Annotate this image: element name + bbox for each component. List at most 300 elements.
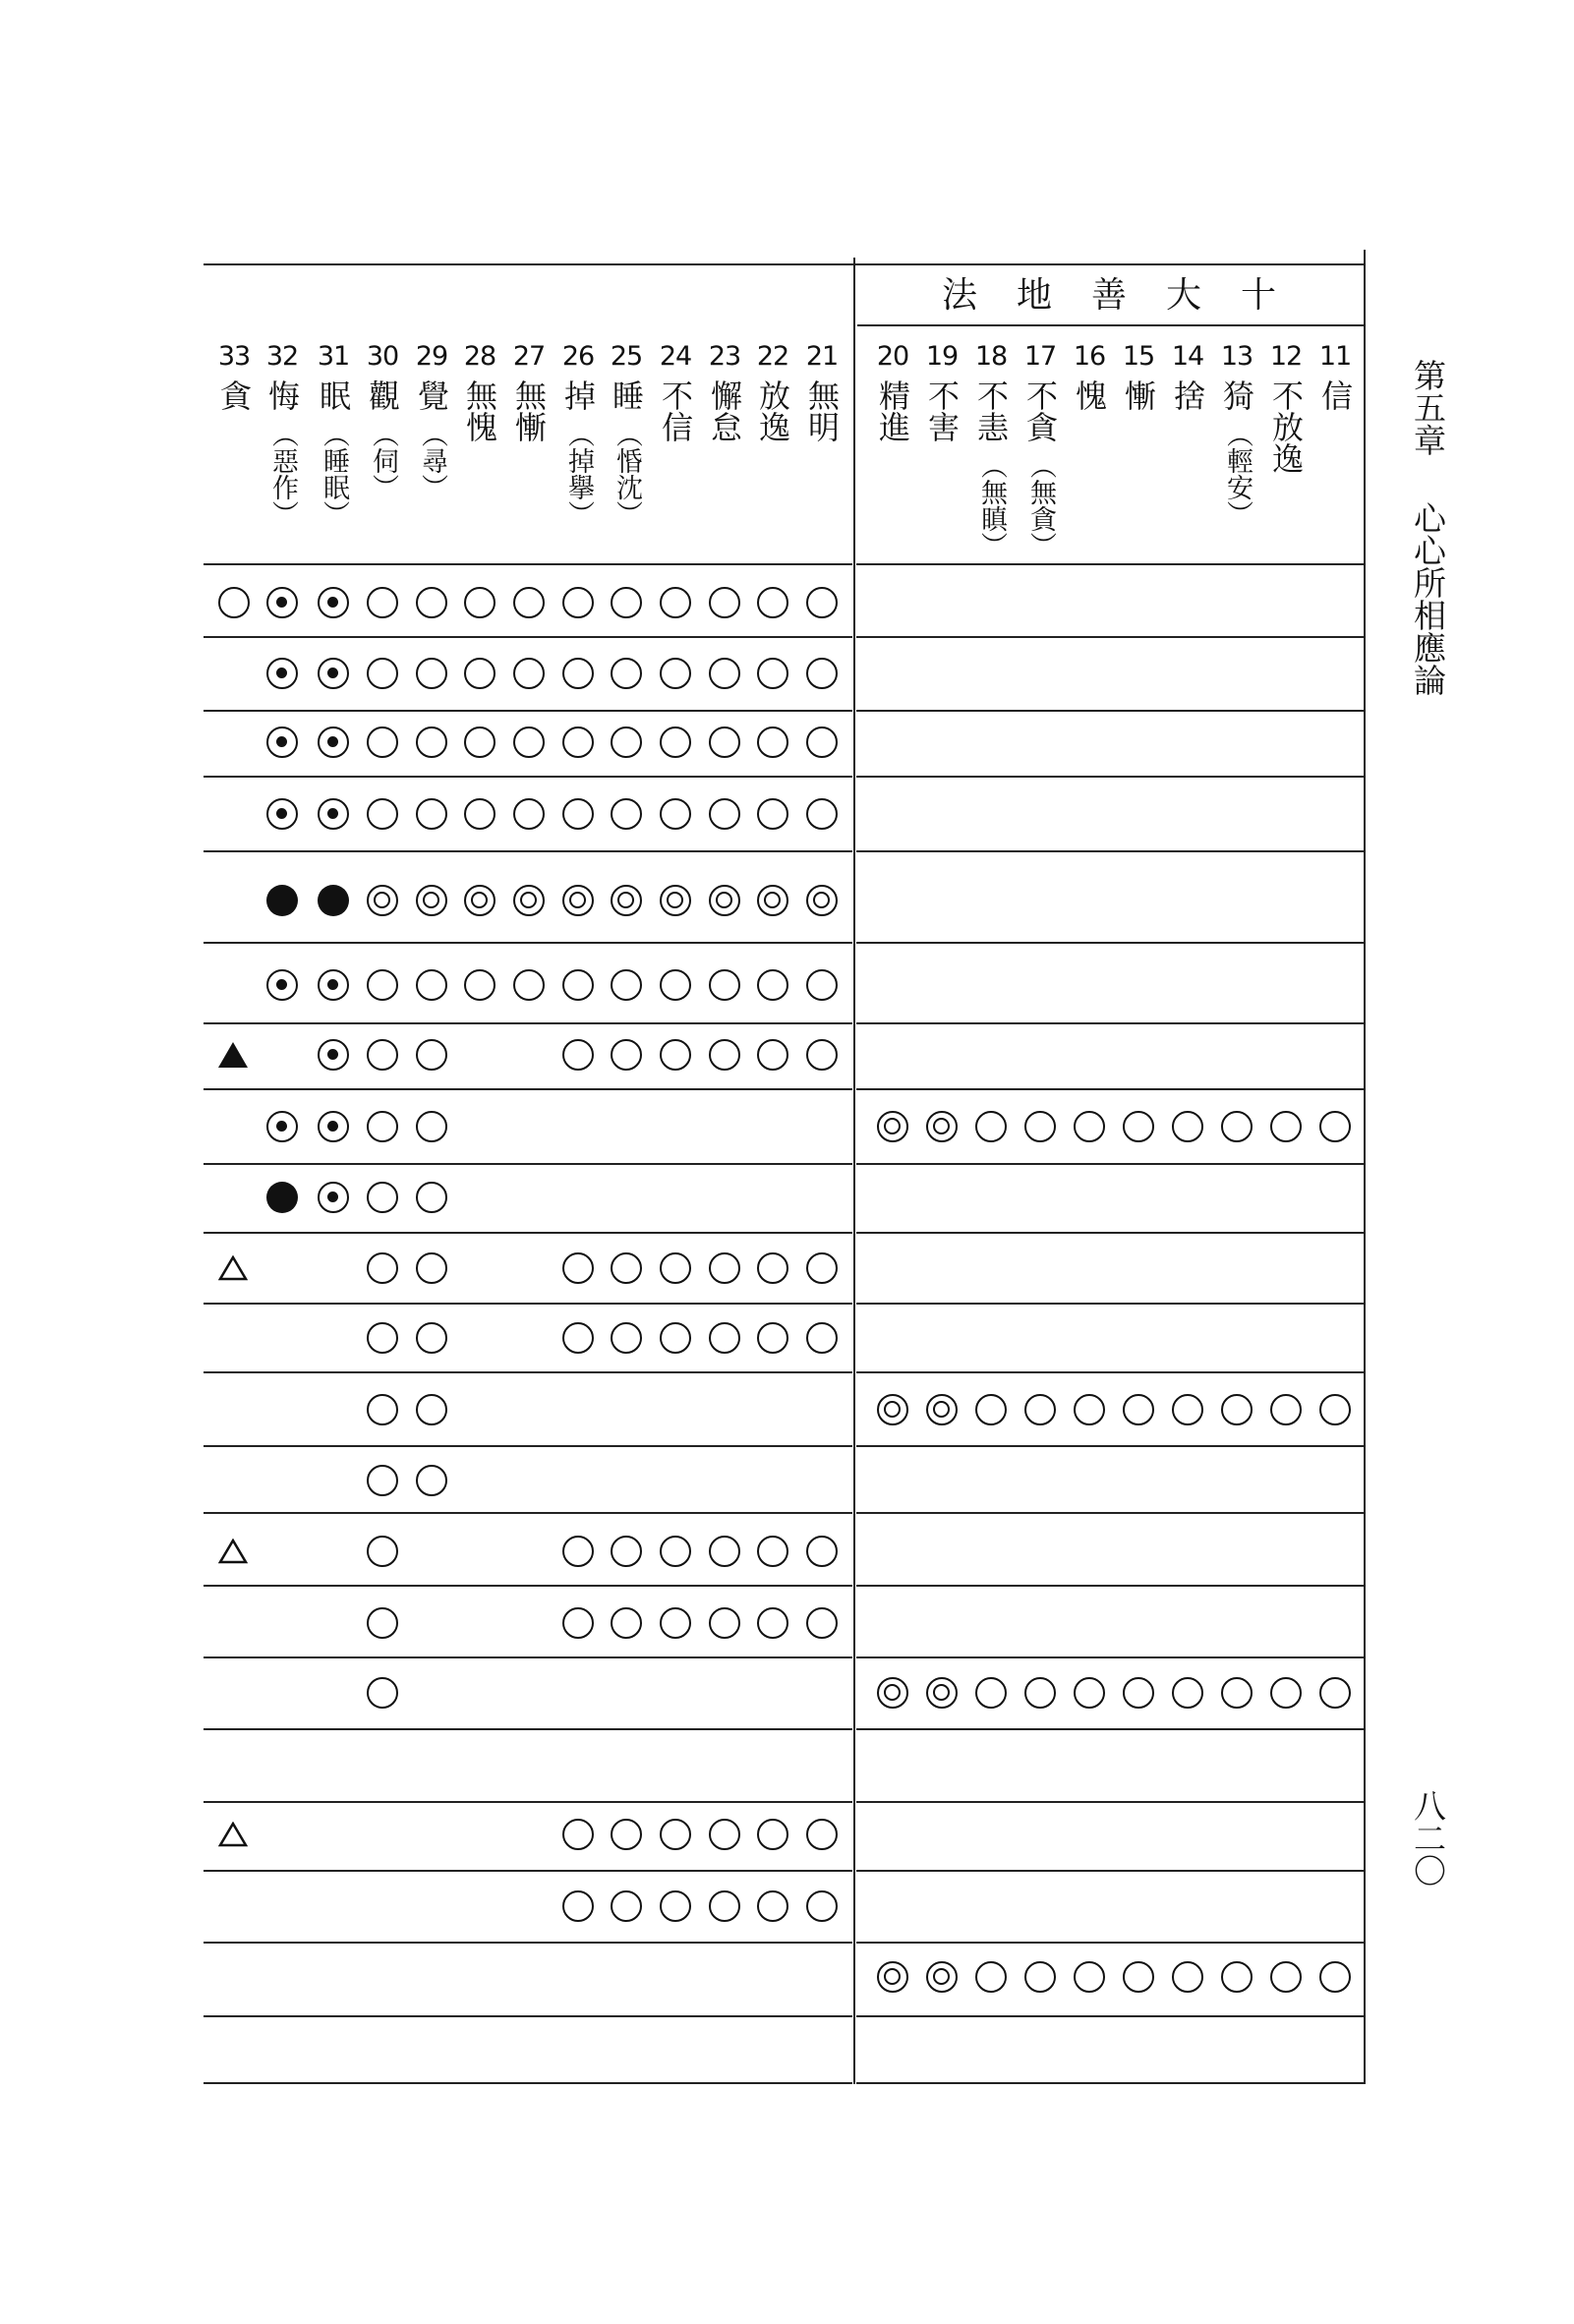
column-number: 22: [756, 341, 789, 372]
row-rule-right: [856, 1512, 1366, 1514]
column-name: 無愧: [461, 379, 498, 442]
column-subname: （惛沈）: [612, 421, 642, 527]
row-rule-right: [856, 1232, 1366, 1234]
filled-mark: [266, 885, 298, 916]
circle-mark: [416, 1465, 447, 1496]
row-rule-right: [856, 710, 1366, 712]
circle-mark: [660, 1607, 691, 1639]
circle-mark: [562, 1322, 594, 1354]
row-rule-left: [204, 1371, 852, 1373]
circle-mark: [757, 798, 788, 830]
column-header: [1116, 342, 1161, 411]
column-number: 12: [1269, 341, 1303, 372]
column-number: 32: [265, 341, 299, 372]
circle-mark: [709, 658, 740, 689]
column-header: [1067, 342, 1112, 411]
column-subname: （睡眠）: [319, 421, 349, 527]
row-rule-left: [204, 2015, 852, 2017]
circle-mark: [806, 1252, 838, 1284]
circle-mark: [1172, 1394, 1203, 1425]
circle-mark: [416, 1111, 447, 1142]
circle-mark: [757, 726, 788, 758]
circle-mark: [1270, 1677, 1302, 1709]
column-name: 放逸: [754, 379, 791, 442]
circle-mark: [1024, 1394, 1056, 1425]
row-rule-left: [204, 1870, 852, 1872]
column-number: 18: [974, 341, 1008, 372]
circle-mark: [562, 1536, 594, 1567]
circle-mark: [367, 1536, 398, 1567]
circle-mark: [562, 658, 594, 689]
circle-mark: [562, 1252, 594, 1284]
row-rule-left: [204, 850, 852, 852]
circle-mark: [806, 1536, 838, 1567]
circle-mark: [1221, 1394, 1253, 1425]
column-header: [409, 342, 454, 500]
column-number: 24: [659, 341, 692, 372]
column-header: [1312, 342, 1358, 411]
double-mark: [926, 1677, 958, 1709]
circle-mark: [513, 587, 545, 618]
column-name: 眠: [315, 379, 352, 411]
table-right-rule: [1364, 250, 1366, 2084]
circle-mark: [1270, 1394, 1302, 1425]
column-subname: （惡作）: [267, 421, 298, 527]
dot-mark: [318, 587, 349, 618]
circle-mark: [709, 587, 740, 618]
circle-mark: [416, 1322, 447, 1354]
column-header: [919, 342, 964, 442]
column-header: [870, 342, 915, 442]
circle-mark: [416, 726, 447, 758]
row-rule-right: [856, 942, 1366, 944]
column-number: 28: [463, 341, 496, 372]
header-title: [942, 267, 1276, 318]
column-name: 信: [1316, 379, 1354, 411]
circle-mark: [416, 1394, 447, 1425]
row-rule-right: [856, 2082, 1366, 2084]
circle-mark: [367, 726, 398, 758]
circle-mark: [757, 1252, 788, 1284]
circle-mark: [806, 1607, 838, 1639]
row-rule-left: [204, 942, 852, 944]
row-rule-right: [856, 1870, 1366, 1872]
column-number: 14: [1171, 341, 1204, 372]
column-header: [555, 342, 601, 527]
column-name: 觀: [364, 379, 401, 411]
row-rule-left: [204, 1801, 852, 1803]
column-name: 睡: [608, 379, 645, 411]
column-number: 30: [366, 341, 399, 372]
circle-mark: [1319, 1394, 1351, 1425]
circle-mark: [806, 798, 838, 830]
double-mark: [877, 1677, 908, 1709]
column-name: 不信: [657, 379, 694, 442]
circle-mark: [611, 658, 642, 689]
circle-mark: [367, 1252, 398, 1284]
header-title-char: 法: [942, 275, 978, 316]
double-mark: [660, 885, 691, 916]
circle-mark: [464, 969, 496, 1001]
circle-mark: [1074, 1961, 1105, 1993]
filled-mark: [318, 885, 349, 916]
column-header: [457, 342, 502, 442]
double-mark: [709, 885, 740, 916]
column-name: 無明: [803, 379, 841, 442]
circle-mark: [611, 1819, 642, 1850]
circle-mark: [757, 1322, 788, 1354]
section-divider: [853, 258, 855, 2084]
circle-mark: [416, 587, 447, 618]
circle-mark: [660, 1536, 691, 1567]
row-rule-right: [856, 1371, 1366, 1373]
circle-mark: [367, 1465, 398, 1496]
column-name: 捨: [1169, 379, 1206, 411]
dot-mark: [318, 1111, 349, 1142]
column-name: 掉: [559, 379, 597, 411]
circle-mark: [1123, 1394, 1154, 1425]
row-rule-right: [856, 1801, 1366, 1803]
header-title-char: 地: [1016, 275, 1052, 316]
circle-mark: [416, 1252, 447, 1284]
column-header: [311, 342, 356, 527]
column-name: 不放逸: [1267, 379, 1305, 474]
column-name: 慚: [1120, 379, 1157, 411]
dot-mark: [266, 1111, 298, 1142]
header-title-char: 善: [1090, 275, 1127, 316]
circle-mark: [1270, 1961, 1302, 1993]
circle-mark: [562, 1607, 594, 1639]
column-name: 無慚: [510, 379, 548, 442]
circle-mark: [367, 587, 398, 618]
circle-mark: [367, 1182, 398, 1213]
column-name: 不恚: [972, 379, 1010, 442]
row-rule-left: [204, 1942, 852, 1944]
filled-mark: [266, 1182, 298, 1213]
header-subrule: [857, 324, 1366, 326]
column-header: [360, 342, 405, 500]
table-top-rule: [204, 263, 1366, 265]
circle-mark: [1221, 1677, 1253, 1709]
row-rule-right: [856, 1022, 1366, 1024]
circle-mark: [709, 1322, 740, 1354]
row-rule-right: [856, 1585, 1366, 1587]
circle-mark: [1074, 1111, 1105, 1142]
row-rule-right: [856, 1445, 1366, 1447]
dot-mark: [266, 798, 298, 830]
circle-mark: [709, 1890, 740, 1922]
row-rule-right: [856, 850, 1366, 852]
column-header: [211, 342, 257, 411]
tri-open-mark: [218, 1822, 248, 1847]
circle-mark: [660, 1819, 691, 1850]
circle-mark: [611, 1252, 642, 1284]
column-subname: （輕安）: [1222, 421, 1253, 527]
circle-mark: [1123, 1111, 1154, 1142]
column-number: 16: [1073, 341, 1106, 372]
circle-mark: [562, 969, 594, 1001]
circle-mark: [1024, 1111, 1056, 1142]
circle-mark: [416, 1182, 447, 1213]
row-rule-left: [204, 1163, 852, 1165]
row-rule-left: [204, 2082, 852, 2084]
circle-mark: [660, 1039, 691, 1071]
column-number: 13: [1220, 341, 1253, 372]
circle-mark: [660, 1252, 691, 1284]
circle-mark: [367, 1677, 398, 1709]
circle-mark: [806, 1039, 838, 1071]
circle-mark: [660, 658, 691, 689]
row-rule-left: [204, 1728, 852, 1730]
chapter-label: 第五章: [1409, 359, 1447, 456]
row-rule-left: [204, 1512, 852, 1514]
dot-mark: [266, 726, 298, 758]
circle-mark: [1074, 1677, 1105, 1709]
circle-mark: [660, 726, 691, 758]
double-mark: [926, 1961, 958, 1993]
circle-mark: [611, 1039, 642, 1071]
circle-mark: [709, 798, 740, 830]
circle-mark: [367, 798, 398, 830]
circle-mark: [1270, 1111, 1302, 1142]
column-subname: （無貪）: [1025, 452, 1056, 558]
circle-mark: [975, 1961, 1007, 1993]
circle-mark: [611, 1607, 642, 1639]
circle-mark: [1123, 1961, 1154, 1993]
row-rule-left: [204, 1585, 852, 1587]
circle-mark: [757, 969, 788, 1001]
column-header: [653, 342, 698, 442]
column-number: 21: [805, 341, 839, 372]
column-name: 悔: [263, 379, 301, 411]
circle-mark: [806, 1819, 838, 1850]
circle-mark: [611, 1322, 642, 1354]
circle-mark: [367, 1039, 398, 1071]
circle-mark: [757, 1819, 788, 1850]
column-header: [1263, 342, 1309, 474]
header-title-char: 十: [1240, 275, 1276, 316]
circle-mark: [1172, 1677, 1203, 1709]
column-header: [1165, 342, 1210, 411]
column-name: 覺: [413, 379, 450, 411]
dot-mark: [266, 587, 298, 618]
circle-mark: [611, 587, 642, 618]
column-header: [260, 342, 305, 527]
double-mark: [877, 1961, 908, 1993]
circle-mark: [660, 798, 691, 830]
column-subname: （掉擧）: [563, 421, 594, 527]
circle-mark: [1319, 1677, 1351, 1709]
circle-mark: [513, 658, 545, 689]
circle-mark: [806, 1322, 838, 1354]
circle-mark: [562, 798, 594, 830]
row-rule-right: [856, 1656, 1366, 1658]
circle-mark: [709, 1039, 740, 1071]
circle-mark: [806, 587, 838, 618]
column-name: 不害: [923, 379, 961, 442]
column-header: [968, 342, 1014, 558]
circle-mark: [562, 1039, 594, 1071]
dot-mark: [318, 726, 349, 758]
dot-mark: [318, 969, 349, 1001]
column-name: 精進: [874, 379, 911, 442]
double-mark: [416, 885, 447, 916]
circle-mark: [757, 1890, 788, 1922]
double-mark: [806, 885, 838, 916]
circle-mark: [367, 969, 398, 1001]
column-number: 20: [876, 341, 909, 372]
circle-mark: [416, 969, 447, 1001]
column-number: 25: [610, 341, 643, 372]
section-title: 心心所相應論: [1409, 501, 1447, 696]
double-mark: [926, 1111, 958, 1142]
row-rule-right: [856, 1088, 1366, 1090]
column-name: 猗: [1218, 379, 1255, 411]
column-header: [1214, 342, 1259, 527]
row-rule-left: [204, 1445, 852, 1447]
circle-mark: [416, 1039, 447, 1071]
circle-mark: [416, 798, 447, 830]
circle-mark: [709, 1536, 740, 1567]
circle-mark: [513, 726, 545, 758]
circle-mark: [1123, 1677, 1154, 1709]
circle-mark: [367, 1394, 398, 1425]
column-name: 愧: [1071, 379, 1108, 411]
circle-mark: [218, 587, 250, 618]
column-number: 23: [708, 341, 741, 372]
column-number: 11: [1318, 341, 1352, 372]
header-title-char: 大: [1165, 275, 1201, 316]
circle-mark: [1319, 1111, 1351, 1142]
circle-mark: [709, 969, 740, 1001]
circle-mark: [464, 658, 496, 689]
column-subname: （尋）: [417, 421, 447, 500]
circle-mark: [562, 726, 594, 758]
column-subname: （無瞋）: [976, 452, 1007, 558]
column-number: 17: [1023, 341, 1057, 372]
double-mark: [877, 1394, 908, 1425]
double-mark: [877, 1111, 908, 1142]
circle-mark: [975, 1394, 1007, 1425]
dot-mark: [318, 1039, 349, 1071]
dot-mark: [318, 1182, 349, 1213]
circle-mark: [806, 969, 838, 1001]
dot-mark: [318, 658, 349, 689]
circle-mark: [757, 1536, 788, 1567]
dot-mark: [266, 658, 298, 689]
circle-mark: [513, 969, 545, 1001]
row-rule-right: [856, 1942, 1366, 1944]
circle-mark: [562, 587, 594, 618]
circle-mark: [709, 726, 740, 758]
row-rule-left: [204, 1232, 852, 1234]
tri-filled-mark: [218, 1042, 248, 1068]
circle-mark: [660, 1890, 691, 1922]
circle-mark: [1221, 1111, 1253, 1142]
circle-mark: [1024, 1961, 1056, 1993]
row-rule-left: [204, 636, 852, 638]
dot-mark: [266, 969, 298, 1001]
circle-mark: [562, 1819, 594, 1850]
tri-open-mark: [218, 1255, 248, 1281]
row-rule-left: [204, 1303, 852, 1305]
column-subname: （伺）: [368, 421, 398, 500]
column-header: [604, 342, 649, 527]
circle-mark: [367, 1322, 398, 1354]
circle-mark: [660, 969, 691, 1001]
row-rule-left: [204, 776, 852, 778]
double-mark: [611, 885, 642, 916]
circle-mark: [806, 658, 838, 689]
page-number: 八二〇: [1409, 1789, 1447, 1887]
row-rule-left: [204, 1088, 852, 1090]
circle-mark: [1172, 1961, 1203, 1993]
circle-mark: [806, 726, 838, 758]
row-rule-right: [856, 636, 1366, 638]
circle-mark: [513, 798, 545, 830]
column-number: 27: [512, 341, 546, 372]
column-header: [1018, 342, 1063, 558]
circle-mark: [464, 798, 496, 830]
column-header: [702, 342, 747, 442]
double-mark: [562, 885, 594, 916]
tri-open-mark: [218, 1539, 248, 1564]
circle-mark: [709, 1252, 740, 1284]
circle-mark: [611, 798, 642, 830]
circle-mark: [975, 1677, 1007, 1709]
column-number: 26: [561, 341, 595, 372]
double-mark: [464, 885, 496, 916]
column-header: [750, 342, 795, 442]
circle-mark: [562, 1890, 594, 1922]
column-number: 33: [217, 341, 251, 372]
circle-mark: [367, 1111, 398, 1142]
column-number: 15: [1122, 341, 1155, 372]
circle-mark: [660, 1322, 691, 1354]
row-rule-right: [856, 2015, 1366, 2017]
circle-mark: [611, 969, 642, 1001]
column-name: 貪: [215, 379, 253, 411]
circle-mark: [709, 1819, 740, 1850]
column-name: 懈怠: [706, 379, 743, 442]
circle-mark: [757, 587, 788, 618]
row-rule-left: [204, 1022, 852, 1024]
dot-mark: [318, 798, 349, 830]
column-header: [506, 342, 552, 442]
circle-mark: [709, 1607, 740, 1639]
circle-mark: [367, 1607, 398, 1639]
circle-mark: [416, 658, 447, 689]
circle-mark: [975, 1111, 1007, 1142]
row-rule-left: [204, 563, 852, 565]
row-rule-right: [856, 776, 1366, 778]
circle-mark: [1172, 1111, 1203, 1142]
circle-mark: [611, 1536, 642, 1567]
row-rule-right: [856, 1303, 1366, 1305]
circle-mark: [1024, 1677, 1056, 1709]
circle-mark: [806, 1890, 838, 1922]
double-mark: [926, 1394, 958, 1425]
circle-mark: [1221, 1961, 1253, 1993]
column-number: 19: [925, 341, 959, 372]
row-rule-right: [856, 563, 1366, 565]
circle-mark: [611, 726, 642, 758]
row-rule-right: [856, 1163, 1366, 1165]
circle-mark: [757, 1607, 788, 1639]
circle-mark: [464, 726, 496, 758]
circle-mark: [367, 658, 398, 689]
row-rule-left: [204, 710, 852, 712]
